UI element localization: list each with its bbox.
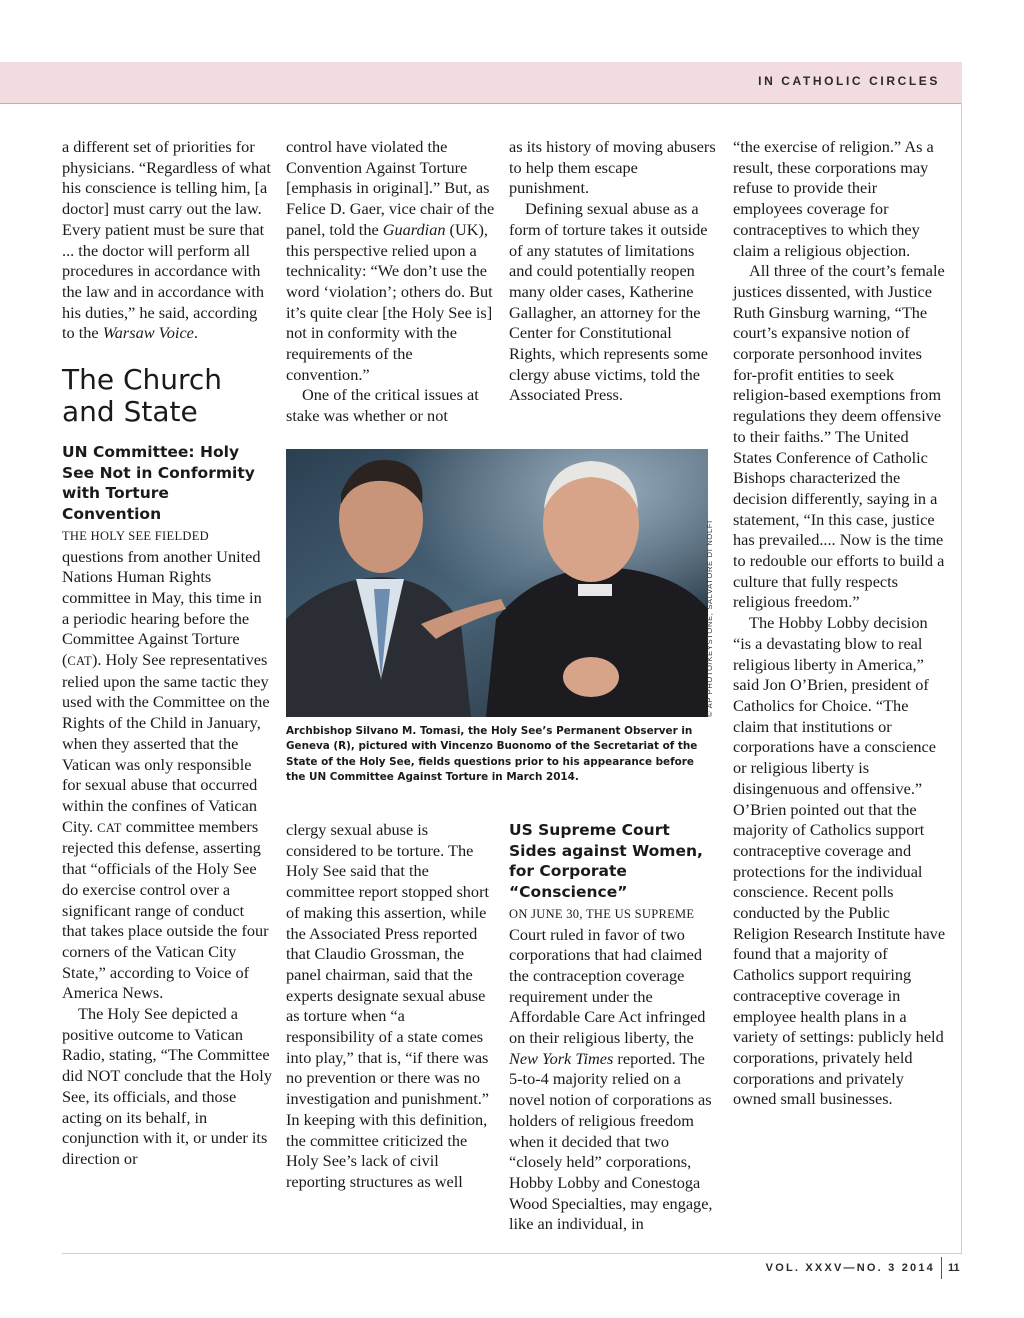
paragraph: a different set of priorities for physicians. “Regardless of what his conscience is telling him, [a doctor] must carry out the law. Every patient must be sure that ... the doctor will perform all procedures in accordance with the law and in accordance with his duties,” he said, according to the Warsaw Voice. <box>62 137 271 343</box>
page-number: 11 <box>948 1262 960 1274</box>
paragraph: as its history of moving abusers to help them escape punishment. <box>509 137 716 198</box>
column-2 <box>286 137 496 427</box>
paragraph: One of the critical issues at stake was whether or not <box>286 385 479 426</box>
column-4 <box>733 137 948 1110</box>
paragraph: THE HOLY SEE FIELDED questions from another United Nations Human Rights committee in May, this time in a periodic hearing before the Committee Against Torture (CAT). Holy See representatives relied upon the same tactic they used with the Committee on the Rights of the Child in January, when they asserted that the Vatican was only responsible for sexual abuse that occurred within the confines of Vatican City. CAT committee members rejected this defense, asserting that “officials of the Holy See do exercise control over a significant range of conduct that takes place outside the four corners of the Vatican City State,” according to Voice of America News. <box>62 528 270 1003</box>
photo-illustration <box>286 449 708 717</box>
paragraph: clergy sexual abuse is considered to be torture. The Holy See said that the committee report stopped short of making this assertion, while the Associated Press reported that Claudio Grossman, the panel chairman, said that the experts designate sexual abuse as torture when “a responsibility of a state comes into play,” that is, “if there was no prevention or there was no investigation and punishment.” In keeping with this definition, the committee criticized the Holy See’s lack of civil reporting structures as well <box>286 820 490 1191</box>
paragraph: All three of the court’s female justices dissented, with Justice Ruth Ginsburg warning, “The court’s expansive notion of corporate personhood invites for-profit entities to seek religion-based exemptions from regulations they deem offensive to their faiths.” The United States Conference of Catholic Bishops characterized the decision differently, saying in a statement, “In this case, justice has prevailed.... Now is the time to redouble our efforts to build a culture that fully respects religious freedom.” <box>733 261 945 612</box>
section-label: IN CATHOLIC CIRCLES <box>758 74 940 88</box>
photo-caption: Archbishop Silvano M. Tomasi, the Holy See’s Permanent Observer in Geneva (R), pictured with Vincenzo Buonomo of the Secretariat of the State of the Holy See, fields questions prior to his appearance before the UN Committee Against Torture in March 2014. <box>286 725 698 784</box>
column-1 <box>62 137 272 1170</box>
paragraph: ON JUNE 30, THE US SUPREME Court ruled in favor of two corporations that had claimed the contraception coverage requirement under the Affordable Care Act infringed on their religious liberty, the New York Times reported. The 5-to-4 majority relied on a novel notion of corporations as holders of religious freedom when it decided that two “closely held” corporations, Hobby Lobby and Conestoga Wood Specialties, may engage, like an individual, in <box>509 906 713 1234</box>
article-subhead: UN Committee: Holy See Not in Conformity with Torture Convention <box>62 443 255 524</box>
article-subhead: US Supreme Court Sides against Women, for Corporate “Conscience” <box>509 821 703 902</box>
news-photo <box>286 449 708 717</box>
paragraph: The Holy See depicted a positive outcome to Vatican Radio, stating, “The Committee did NOT conclude that the Holy See, its officials, and those acting on its behalf, in conjunction with it, or under its direction or <box>62 1004 272 1168</box>
paragraph: control have violated the Convention Against Torture [emphasis in original].” But, as Felice D. Gaer, vice chair of the panel, told the Guardian (UK), this perspective relied upon a technicality: “We don’t use the word ‘violation’; others do. But it’s quite clear [the Holy See is] not in conformity with the requirements of the convention.” <box>286 137 495 384</box>
column-3 <box>509 137 719 406</box>
paragraph: Defining sexual abuse as a form of torture takes it outside of any statutes of limitations and could potentially reopen many older cases, Katherine Gallagher, an attorney for the Center for Constitutional Rights, which represents some clergy abuse victims, told the Associated Press. <box>509 199 708 405</box>
paragraph: The Hobby Lobby decision “is a devastating blow to real religious liberty in America,” said Jon O’Brien, president of Catholics for Choice. “The claim that institutions or corporations have a conscience or religious liberty is disingenuous and offensive.” O’Brien pointed out that the majority of Catholics support contraceptive coverage and protections for the individual conscience. Recent polls conducted by the Public Religion Research Institute have found that a majority of Catholics support requiring contraceptive coverage in employee health plans in a variety of settings: publicly held corporations, privately held corporations and privately owned small businesses. <box>733 613 946 1109</box>
section-title: The Church and State <box>62 363 223 429</box>
footer-divider <box>941 1257 942 1279</box>
footer-rule <box>62 1253 962 1254</box>
column-2-continued <box>286 820 496 1193</box>
issue-info: VOL. XXXV—NO. 3 2014 <box>765 1262 935 1274</box>
paragraph: “the exercise of religion.” As a result, these corporations may refuse to provide their employees coverage for contraceptives to which they claim a religious objection. <box>733 137 934 260</box>
photo-credit: © AP PHOTO/KEYSTONE, SALVATORE DI NOLFI <box>705 520 714 717</box>
column-3-continued <box>509 820 719 1235</box>
